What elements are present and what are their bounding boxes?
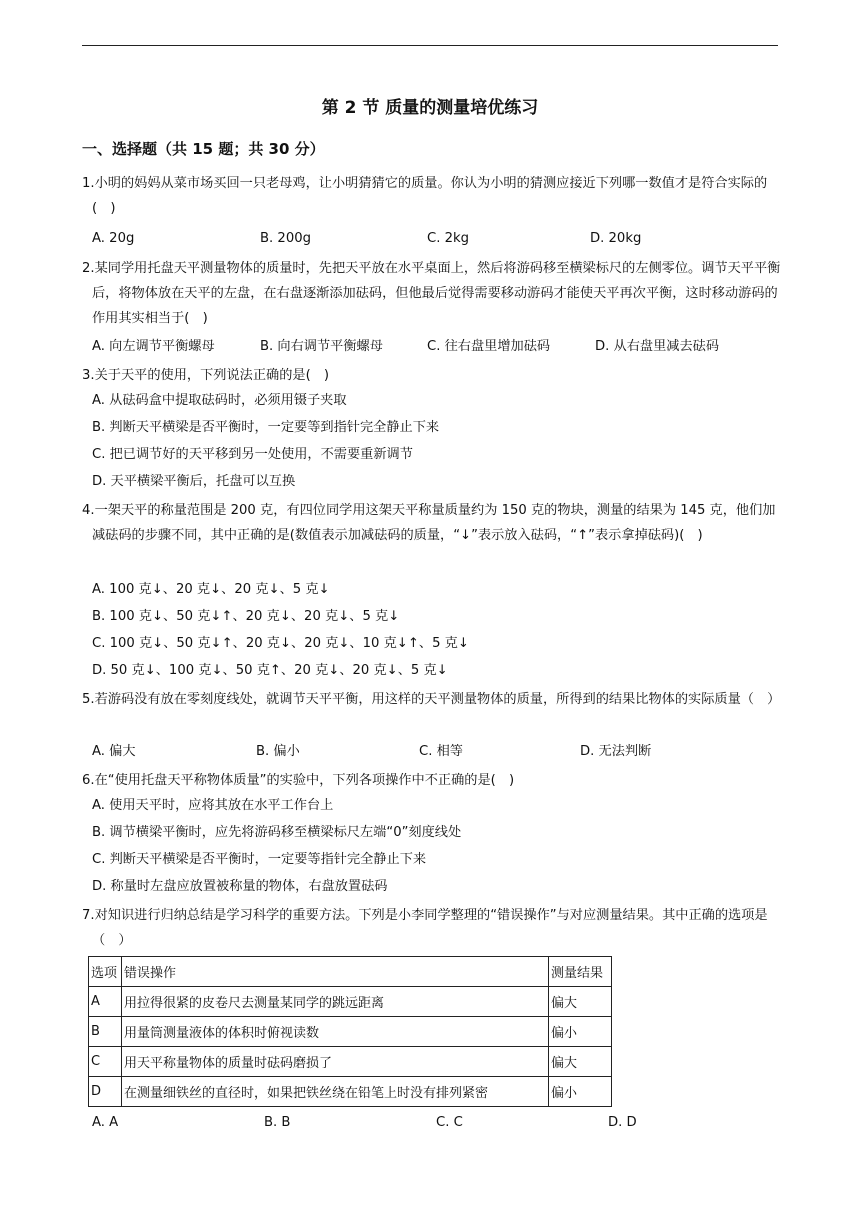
option-d[interactable]: D. 天平横梁平衡后，托盘可以互换 [92, 474, 296, 489]
option-a[interactable]: A. 100 克↓、20 克↓、20 克↓、5 克↓ [92, 582, 330, 597]
question-5-stem: 5.若游码没有放在零刻度线处，就调节天平平衡，用这样的天平测量物体的质量，所得到的结果比物体的实际质量（ ） [82, 692, 781, 707]
option-b[interactable]: B. 100 克↓、50 克↓↑、20 克↓、20 克↓、5 克↓ [92, 609, 400, 624]
question-1-stem: 1.小明的妈妈从菜市场买回一只老母鸡，让小明猜猜它的质量。你认为小明的猜测应接近下列哪一数值才是符合实际的( ) [82, 176, 768, 216]
table-row [89, 1047, 612, 1077]
question-2-stem: 2.某同学用托盘天平测量物体的质量时，先把天平放在水平桌面上，然后将游码移至横梁标尺的左侧零位。调节天平平衡后，将物体放在天平的左盘，在右盘逐渐添加砝码，但他最后觉得需要移动游码才能使天平再次平衡，这时移动游码的作用其实相当于( ) [82, 261, 781, 326]
option-a[interactable]: A. 使用天平时，应将其放在水平工作台上 [92, 798, 334, 813]
question-7-stem: 7.对知识进行归纳总结是学习科学的重要方法。下列是小李同学整理的“错误操作”与对应测量结果。其中正确的选项是（ ） [82, 908, 768, 948]
table-cell: 偏大 [549, 987, 612, 1017]
option-c[interactable]: C. 2kg [427, 231, 469, 246]
table-cell: 偏小 [549, 1017, 612, 1047]
table-cell: 用拉得很紧的皮卷尺去测量某同学的跳远距离 [122, 987, 549, 1017]
option-b[interactable]: B. 调节横梁平衡时，应先将游码移至横梁标尺左端“0”刻度线处 [92, 825, 462, 840]
question-5 [82, 687, 782, 712]
question-1-options [92, 228, 782, 250]
table-cell: D [89, 1077, 122, 1107]
table-row [89, 987, 612, 1017]
option-c[interactable]: C. 100 克↓、50 克↓↑、20 克↓、20 克↓、10 克↓↑、5 克↓ [92, 636, 469, 651]
option-d[interactable]: D. 从右盘里减去砝码 [595, 339, 720, 354]
option-d[interactable]: D. 无法判断 [580, 744, 652, 759]
option-b[interactable]: B. B [264, 1115, 291, 1130]
question-5-options [92, 741, 782, 763]
page-title: 第 2 节 质量的测量培优练习 [321, 98, 539, 118]
table-header-cell: 错误操作 [122, 957, 549, 987]
table-cell: B [89, 1017, 122, 1047]
table-header-row [89, 957, 612, 987]
option-d[interactable]: D. 50 克↓、100 克↓、50 克↑、20 克↓、20 克↓、5 克↓ [92, 663, 448, 678]
table-cell: 偏大 [549, 1047, 612, 1077]
table-header-cell: 测量结果 [549, 957, 612, 987]
question-7-options [92, 1112, 782, 1134]
section-heading: 一、选择题（共 15 题；共 30 分） [82, 140, 325, 158]
question-2 [82, 256, 782, 331]
option-a[interactable]: A. A [92, 1115, 119, 1130]
table-row [89, 1077, 612, 1107]
question-6 [82, 768, 782, 793]
question-4-stem: 4.一架天平的称量范围是 200 克，有四位同学用这架天平称量质量约为 150 克的物块，测量的结果为 145 克，他们加减砝码的步骤不同，其中正确的是(数值表示加减砝码的质量，“↓”表示放入砝码，“↑”表示拿掉砝码)( ) [82, 503, 776, 543]
option-c[interactable]: C. 相等 [419, 744, 463, 759]
question-3-stem: 3.关于天平的使用，下列说法正确的是( ) [82, 368, 330, 383]
table-cell: C [89, 1047, 122, 1077]
table-row [89, 1017, 612, 1047]
question-1 [82, 171, 782, 221]
header-rule [82, 45, 778, 46]
option-c[interactable]: C. 把已调节好的天平移到另一处使用，不需要重新调节 [92, 447, 413, 462]
option-d[interactable]: D. 20kg [590, 231, 642, 246]
option-c[interactable]: C. 往右盘里增加砝码 [427, 339, 551, 354]
table-cell: 在测量细铁丝的直径时，如果把铁丝绕在铅笔上时没有排列紧密 [122, 1077, 549, 1107]
option-a[interactable]: A. 20g [92, 231, 135, 246]
question-7 [82, 903, 782, 953]
option-a[interactable]: A. 从砝码盒中提取砝码时，必须用镊子夹取 [92, 393, 347, 408]
option-a[interactable]: A. 向左调节平衡螺母 [92, 339, 215, 354]
option-b[interactable]: B. 200g [260, 231, 311, 246]
option-d[interactable]: D. 称量时左盘应放置被称量的物体，右盘放置砝码 [92, 879, 388, 894]
error-operation-table [88, 956, 612, 1107]
option-b[interactable]: B. 向右调节平衡螺母 [260, 339, 383, 354]
option-a[interactable]: A. 偏大 [92, 744, 136, 759]
table-cell: 用天平称量物体的质量时砝码磨损了 [122, 1047, 549, 1077]
option-b[interactable]: B. 判断天平横梁是否平衡时，一定要等到指针完全静止下来 [92, 420, 440, 435]
option-c[interactable]: C. C [436, 1115, 463, 1130]
table-cell: 用量筒测量液体的体积时俯视读数 [122, 1017, 549, 1047]
table-cell: A [89, 987, 122, 1017]
table-cell: 偏小 [549, 1077, 612, 1107]
question-6-stem: 6.在“使用托盘天平称物体质量”的实验中，下列各项操作中不正确的是( ) [82, 773, 515, 788]
option-b[interactable]: B. 偏小 [256, 744, 300, 759]
option-d[interactable]: D. D [608, 1115, 637, 1130]
table-header-cell: 选项 [89, 957, 122, 987]
question-3 [82, 363, 782, 388]
question-2-options [92, 336, 782, 358]
question-4 [82, 498, 782, 548]
option-c[interactable]: C. 判断天平横梁是否平衡时，一定要等指针完全静止下来 [92, 852, 427, 867]
